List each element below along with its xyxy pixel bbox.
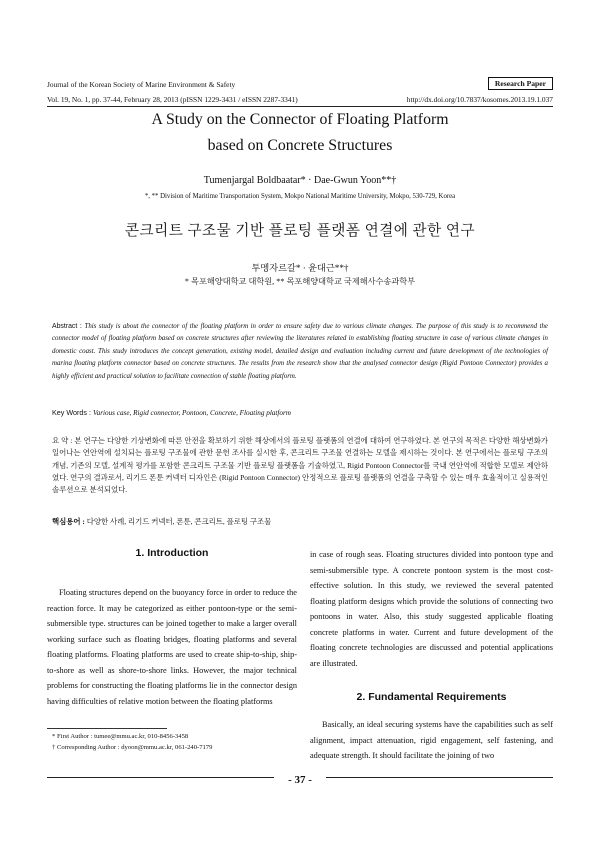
korean-keywords (52, 516, 548, 527)
korean-authors: 투멩자르갈* · 윤대근**† (251, 263, 349, 273)
right-column (310, 547, 553, 764)
abstract-label: Abstract : (52, 323, 85, 330)
abstract (52, 321, 548, 383)
paper-title-line2: based on Concrete Structures (207, 137, 393, 154)
korean-abstract (52, 435, 548, 496)
abstract-text: This study is about the connector of the floating platform in order to ensure safety due to various climate changes. The purpose of this study is to recommend the connector model of floating platform based on concrete structures after reviewing the literatures related in establishing floating structure in case of various climate changes in domestic coast. This study introduces the concept generation, existing model, detailed design and evaluation including current and future development of the technologies of marina floating platform connector based on concrete structures. The results from the research show that the analysed connector design (Rigid Pontoon Connector) provides a highly efficient and practical solution to facilitate connection of stable floating platform. (52, 323, 548, 380)
introduction-paragraph: Floating structures depend on the buoyancy force in order to reduce the reaction force. It may be categorized as either pontoon-type or the semi-submersible type. structures can be joined together to make a larger overall working surface such as floating bridges, floating platforms and several floating platforms. Floating platforms are used to create ship-to-ship, ship-to-shore as well as shore-to-shore links. However, the major technical problems for constructing the floating platforms lie in the connector design having difficulties of relative motion between the floating platforms (47, 588, 297, 706)
footnote-corresponding-author: † Corresponding Author : dyoon@mmu.ac.kr, 061-240-7179 (52, 744, 213, 751)
footnote-rule (47, 728, 167, 729)
footnote-first-author: * First Author : tumee@mmu.ac.kr, 010-8456-3458 (52, 733, 189, 740)
paper-title-line1: A Study on the Connector of Floating Platform (151, 111, 449, 128)
korean-affiliation: * 목포해양대학교 대학원, ** 목포해양대학교 국제해사수송과학부 (184, 277, 416, 286)
korean-title: 콘크리트 구조물 기반 플로팅 플랫폼 연결에 관한 연구 (124, 223, 476, 239)
authors: Tumenjargal Boldbaatar* · Dae-Gwun Yoon**† (203, 175, 397, 186)
keywords-label: Key Words : (52, 408, 94, 417)
article-type-badge: Research Paper (488, 77, 553, 90)
korean-abstract-label: 요 약 : (52, 436, 75, 445)
page-number: - 37 - (274, 774, 326, 786)
section-heading-introduction: 1. Introduction (135, 547, 209, 559)
korean-keywords-text: 다양한 사례, 리기드 커넥터, 폰툰, 콘크리트, 플로팅 구조물 (86, 517, 272, 526)
page-number-container (0, 770, 600, 788)
keywords (52, 408, 548, 417)
header-rule (47, 106, 553, 107)
left-column (47, 547, 297, 709)
affiliation: *, ** Division of Maritime Transportation System, Mokpo National Maritime University, Mokpo, 530-729, Korea (144, 193, 456, 200)
volume-info: Vol. 19, No. 1, pp. 37-44, February 28, 2013 (pISSN 1229-3431 / eISSN 2287-3341) (47, 95, 298, 104)
keywords-text: Various case, Rigid connector, Pontoon, Concrete, Floating platform (93, 409, 291, 417)
section-heading-fundamental-requirements: 2. Fundamental Requirements (356, 691, 507, 704)
journal-name: Journal of the Korean Society of Marine Environment & Safety (47, 80, 236, 89)
fundamental-paragraph: Basically, an ideal securing systems have the capabilities such as self alignment, impact attenuation, rigid engagement, self fastening, and adequate strength. It should facilitate the joining of two (310, 720, 553, 761)
doi-link[interactable]: http://dx.doi.org/10.7837/kosomes.2013.19.1.037 (406, 95, 553, 104)
korean-keywords-label: 핵심용어 : (52, 517, 87, 526)
introduction-continued: in case of rough seas. Floating structures divided into pontoon type and semi-submersible type. A concrete pontoon system is the most cost-effective solution. In this study, we reviewed the several patented floating platform designs which provide the solutions of connecting two pontoons in water. Also, this study suggested applicable floating concrete platforms in water. Current and future development of the floating concrete technologies are discussed and potential applications are illustrated. (310, 550, 553, 668)
korean-abstract-text: 본 연구는 다양한 기상변화에 따른 안전을 확보하기 위한 해상에서의 플로팅 플랫폼의 연결에 대하여 연구하였다. 본 연구의 목적은 다양한 해상변화가 일어나는 연안역에 설치되는 플로팅 구조물에 관한 문헌 조사를 실시한 후, 콘크리트 구조물 연결하는 모델을 제시하는 것이다. 본 연구에서는 플로팅 구조의 개념, 기존의 모델, 설계적 평가를 포함한 콘크리트 구조물 기반 플로팅 플랫폼을 기술하였고, Rigid Pontoon Connector를 국내 연안역에 적합한 모델로 제안하였다. 연구의 결과로서, 리기드 폰툰 커넥터 디자인은 (Rigid Pontoon Connector) 안정적으로 플로팅 플랫폼의 연결을 구축할 수 있는 매우 효율적이고 실용적인 솔루션으로 분석되었다. (52, 436, 548, 495)
